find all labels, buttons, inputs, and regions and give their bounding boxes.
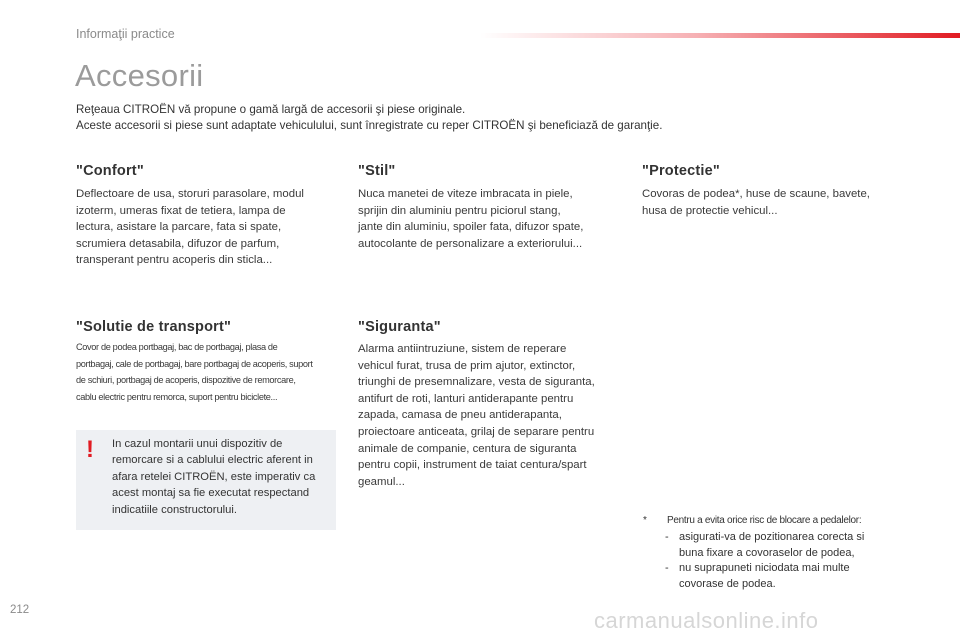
text-line: antifurt de roti, lanturi antiderapante pentru	[358, 392, 574, 405]
footnote-item	[643, 561, 864, 577]
intro-paragraph	[76, 102, 906, 134]
text-line: acest montaj sa fie executat respectand	[112, 487, 310, 500]
text-line: indicatiile constructorului.	[112, 503, 237, 516]
warning-note-box	[76, 430, 336, 530]
watermark: carmanualsonline.info	[594, 608, 819, 633]
transport-text	[76, 339, 313, 405]
intro-line: Reţeaua CITROËN vă propune o gamă largă de accesorii şi piese originale.	[76, 103, 466, 116]
text-line: portbagaj, cale de portbagaj, bare portbagaj de acoperis, suport	[76, 358, 313, 369]
footnote	[643, 513, 864, 592]
text-line: autocolante de personalizare a exteriorului...	[358, 237, 583, 250]
text-line: izoterm, umeras fixat de tetiera, lampa de	[76, 204, 286, 217]
page-title: Accesorii	[75, 58, 204, 93]
stil-heading: "Stil"	[358, 163, 396, 179]
text-line: transperant pentru acoperis din sticla...	[76, 254, 273, 267]
text-line: In cazul montarii unui dispozitiv de	[112, 438, 283, 450]
text-line: animale de companie, centura de siguranta	[358, 442, 577, 455]
text-line: Covoras de podea*, huse de scaune, bavete,	[642, 188, 870, 200]
text-line: triunghi de presemnalizare, vesta de siguranta,	[358, 376, 595, 389]
text-line: scrumiera detasabila, difuzor de parfum,	[76, 237, 280, 250]
text-line: Covor de podea portbagaj, bac de portbagaj, plasa de	[76, 342, 278, 352]
text-line: jante din aluminiu, spoiler fata, difuzor spate,	[358, 221, 584, 234]
protectie-heading: "Protectie"	[642, 163, 720, 179]
footnote-heading-line	[643, 513, 864, 529]
text-line: zapada, camasa de pneu antiderapanta,	[358, 409, 562, 422]
text-line: lectura, asistare la parcare, fata si spate,	[76, 221, 282, 234]
text-line: Deflectoare de usa, storuri parasolare, modul	[76, 188, 304, 200]
footnote-item-continuation: buna fixare a covoraselor de podea,	[679, 546, 855, 559]
text-line: sprijin din aluminiu pentru piciorul stang,	[358, 204, 561, 217]
footnote-heading: Pentru a evita orice risc de blocare a pedalelor:	[667, 515, 862, 526]
footnote-marker: *	[643, 515, 647, 526]
header-accent-bar	[480, 33, 960, 38]
warning-exclamation-icon: !	[86, 436, 94, 463]
text-line: Alarma antiintruziune, sistem de reperare	[358, 343, 567, 355]
siguranta-heading: "Siguranta"	[358, 319, 441, 335]
text-line: afara retelei CITROËN, este imperativ ca	[112, 470, 316, 483]
text-line: vehicul furat, trusa de prim ajutor, extinctor,	[358, 359, 576, 372]
intro-line: Aceste accesorii si piese sunt adaptate vehiculului, sunt înregistrate cu reper CITROËN şi beneficiază de garanţie.	[76, 119, 663, 132]
footnote-item-continuation: covorase de podea.	[679, 577, 776, 590]
transport-heading: "Solutie de transport"	[76, 319, 232, 335]
footnote-item-text: asigurati-va de pozitionarea corecta si	[679, 531, 865, 543]
siguranta-text	[358, 341, 595, 490]
page-number: 212	[10, 604, 30, 616]
stil-text	[358, 186, 583, 252]
warning-text	[112, 436, 315, 518]
text-line: cablu electric pentru remorca, suport pentru biciclete...	[76, 391, 278, 402]
protectie-text	[642, 186, 870, 219]
bullet-dash: -	[665, 562, 669, 575]
footnote-item-text: nu suprapuneti niciodata mai multe	[679, 562, 850, 575]
confort-heading: "Confort"	[76, 163, 144, 179]
text-line: Nuca manetei de viteze imbracata in piele,	[358, 188, 573, 200]
text-line: proiectoare anticeata, grilaj de separare pentru	[358, 425, 595, 438]
section-label: Informaţii practice	[76, 27, 175, 41]
bullet-dash: -	[665, 531, 669, 543]
confort-text	[76, 186, 304, 269]
text-line: de schiuri, portbagaj de acoperis, dispozitive de remorcare,	[76, 375, 296, 386]
footnote-item	[643, 530, 864, 546]
text-line: geamul...	[358, 475, 405, 488]
text-line: remorcare si a cablului electric aferent in	[112, 454, 313, 467]
text-line: pentru copii, instrument de taiat centura/spart	[358, 459, 587, 472]
text-line: husa de protectie vehicul...	[642, 204, 778, 217]
